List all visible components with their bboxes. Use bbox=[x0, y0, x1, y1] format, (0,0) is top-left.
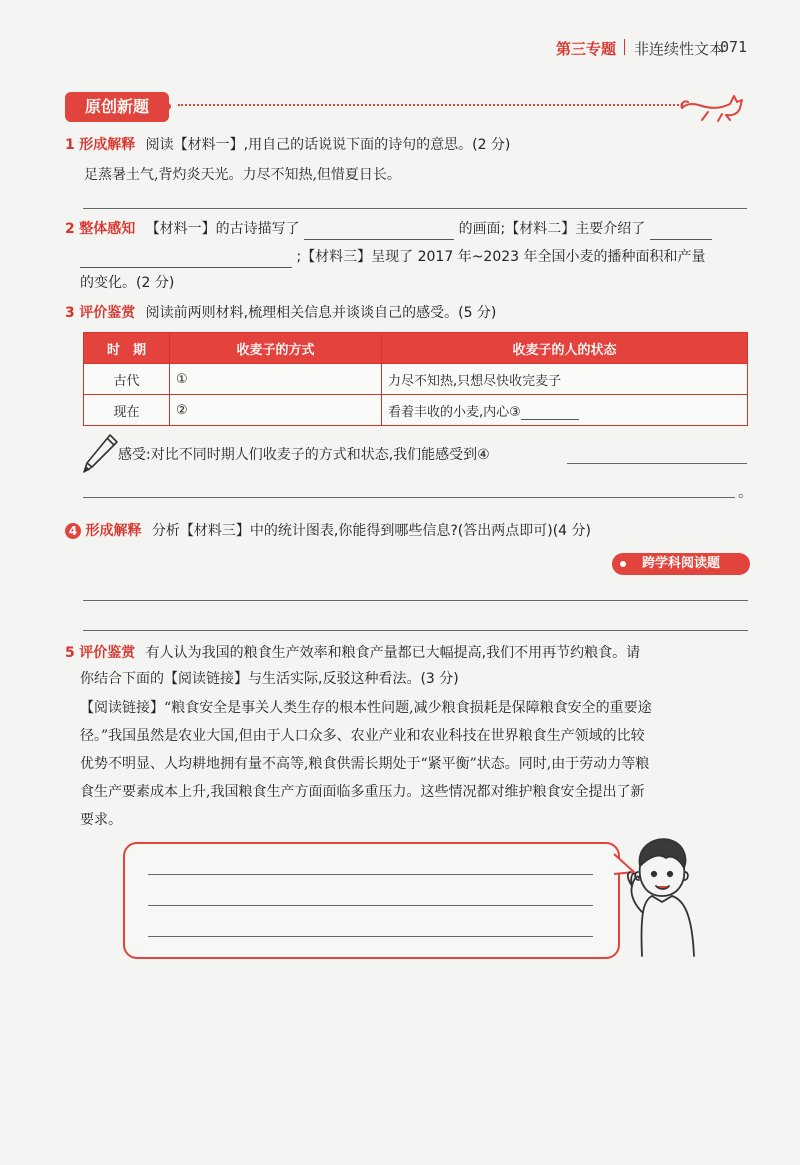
q4-text: 分析【材料三】中的统计图表,你能得到哪些信息?(答出两点即可)(4 分) bbox=[151, 523, 591, 539]
table-blank-3[interactable] bbox=[521, 403, 579, 420]
table-cell bbox=[382, 395, 748, 426]
q4-answer-line-2[interactable] bbox=[83, 630, 748, 631]
banner-dotted-line bbox=[178, 104, 683, 106]
row2-state-text: 看着丰收的小麦,内心③ bbox=[388, 404, 521, 420]
q5-answer-line-3[interactable] bbox=[148, 936, 593, 937]
q3-tag: 评价鉴赏 bbox=[79, 305, 136, 321]
table-row bbox=[84, 395, 748, 426]
table-cell-answer[interactable]: ① bbox=[170, 364, 382, 395]
reading-link-label: 【阅读链接】 bbox=[80, 700, 164, 716]
question-4 bbox=[65, 520, 591, 542]
q5-number: 5 bbox=[65, 645, 75, 661]
reading-link-passage bbox=[80, 694, 752, 834]
comparison-table bbox=[83, 332, 748, 426]
q2-part2: 的画面;【材料二】主要介绍了 bbox=[458, 221, 646, 237]
question-5 bbox=[65, 642, 640, 664]
q5-line1: 有人认为我国的粮食生产效率和粮食产量都已大幅提高,我们不用再节约粮食。请 bbox=[145, 645, 641, 661]
q2-part4: 的变化。(2 分) bbox=[80, 275, 175, 291]
section-label: 第三专题 bbox=[556, 40, 617, 58]
passage-line: 径。”我国虽然是农业大国,但由于人口众多、农业产业和农业科技在世界粮食生产领域的比较 bbox=[80, 728, 645, 744]
answer-speech-bubble bbox=[123, 842, 620, 959]
q1-poem: 足蒸暑土气,背灼炎天光。力尽不知热,但惜夏日长。 bbox=[84, 167, 401, 183]
question-3 bbox=[65, 302, 496, 324]
table-header: 收麦子的方式 bbox=[170, 333, 382, 364]
q5-tag: 评价鉴赏 bbox=[79, 645, 136, 661]
section-banner: 原创新题 bbox=[65, 92, 169, 122]
q2-blank-2[interactable] bbox=[650, 223, 712, 240]
q1-number: 1 bbox=[65, 137, 75, 153]
chapter-title: 非连续性文本 bbox=[634, 40, 725, 58]
table-row bbox=[84, 364, 748, 395]
q3-period: 。 bbox=[738, 485, 752, 501]
q4-number: 4 bbox=[65, 523, 81, 539]
banner-dot bbox=[164, 103, 171, 110]
table-header-row bbox=[84, 333, 748, 364]
q3-feeling: 感受:对比不同时期人们收麦子的方式和状态,我们能感受到④ bbox=[118, 447, 490, 463]
badge-dot bbox=[620, 561, 626, 567]
table-header: 时 期 bbox=[84, 333, 170, 364]
boy-illustration bbox=[622, 832, 702, 960]
question-2-line-2 bbox=[80, 246, 706, 268]
q5-answer-line-1[interactable] bbox=[148, 874, 593, 875]
table-cell: 力尽不知热,只想尽快收完麦子 bbox=[382, 364, 748, 395]
passage-line: 优势不明显、人均耕地拥有量不高等,粮食供需长期处于“紧平衡”状态。同时,由于劳动力等粮 bbox=[80, 756, 650, 772]
table-header: 收麦子的人的状态 bbox=[382, 333, 748, 364]
q1-tag: 形成解释 bbox=[79, 137, 136, 153]
q2-number: 2 bbox=[65, 221, 75, 237]
q4-tag: 形成解释 bbox=[85, 523, 142, 539]
page-number: 071 bbox=[720, 38, 748, 56]
table-cell: 古代 bbox=[84, 364, 170, 395]
q3-feeling-blank[interactable] bbox=[567, 463, 747, 464]
table-cell: 现在 bbox=[84, 395, 170, 426]
passage-line: 要求。 bbox=[80, 812, 122, 828]
question-2 bbox=[65, 218, 712, 240]
q1-answer-line[interactable] bbox=[83, 208, 747, 209]
q5-answer-line-2[interactable] bbox=[148, 905, 593, 906]
cross-subject-badge: 跨学科阅读题 bbox=[612, 553, 750, 575]
header-divider bbox=[624, 39, 625, 55]
q2-part3: ;【材料三】呈现了 2017 年~2023 年全国小麦的播种面积和产量 bbox=[296, 249, 706, 265]
passage-line: 食生产要素成本上升,我国粮食生产方面面临多重压力。这些情况都对维护粮食安全提出了新 bbox=[80, 784, 645, 800]
q2-tag: 整体感知 bbox=[79, 221, 136, 237]
q3-feeling-line-2[interactable] bbox=[83, 497, 735, 498]
q2-blank-3[interactable] bbox=[80, 251, 292, 268]
q3-text: 阅读前两则材料,梳理相关信息并谈谈自己的感受。(5 分) bbox=[145, 305, 497, 321]
q2-part1: 【材料一】的古诗描写了 bbox=[145, 221, 300, 237]
q4-answer-line-1[interactable] bbox=[83, 600, 748, 601]
passage-line: “粮食安全是事关人类生存的根本性问题,减少粮食损耗是保障粮食安全的重要途 bbox=[164, 700, 652, 716]
q5-line2: 你结合下面的【阅读链接】与生活实际,反驳这种看法。(3 分) bbox=[80, 671, 459, 687]
pencil-icon bbox=[80, 432, 120, 476]
cat-icon bbox=[678, 84, 748, 124]
table-cell-answer[interactable]: ② bbox=[170, 395, 382, 426]
question-1 bbox=[65, 134, 510, 156]
q3-number: 3 bbox=[65, 305, 75, 321]
q1-text: 阅读【材料一】,用自己的话说说下面的诗句的意思。(2 分) bbox=[145, 137, 511, 153]
q2-blank-1[interactable] bbox=[304, 223, 454, 240]
